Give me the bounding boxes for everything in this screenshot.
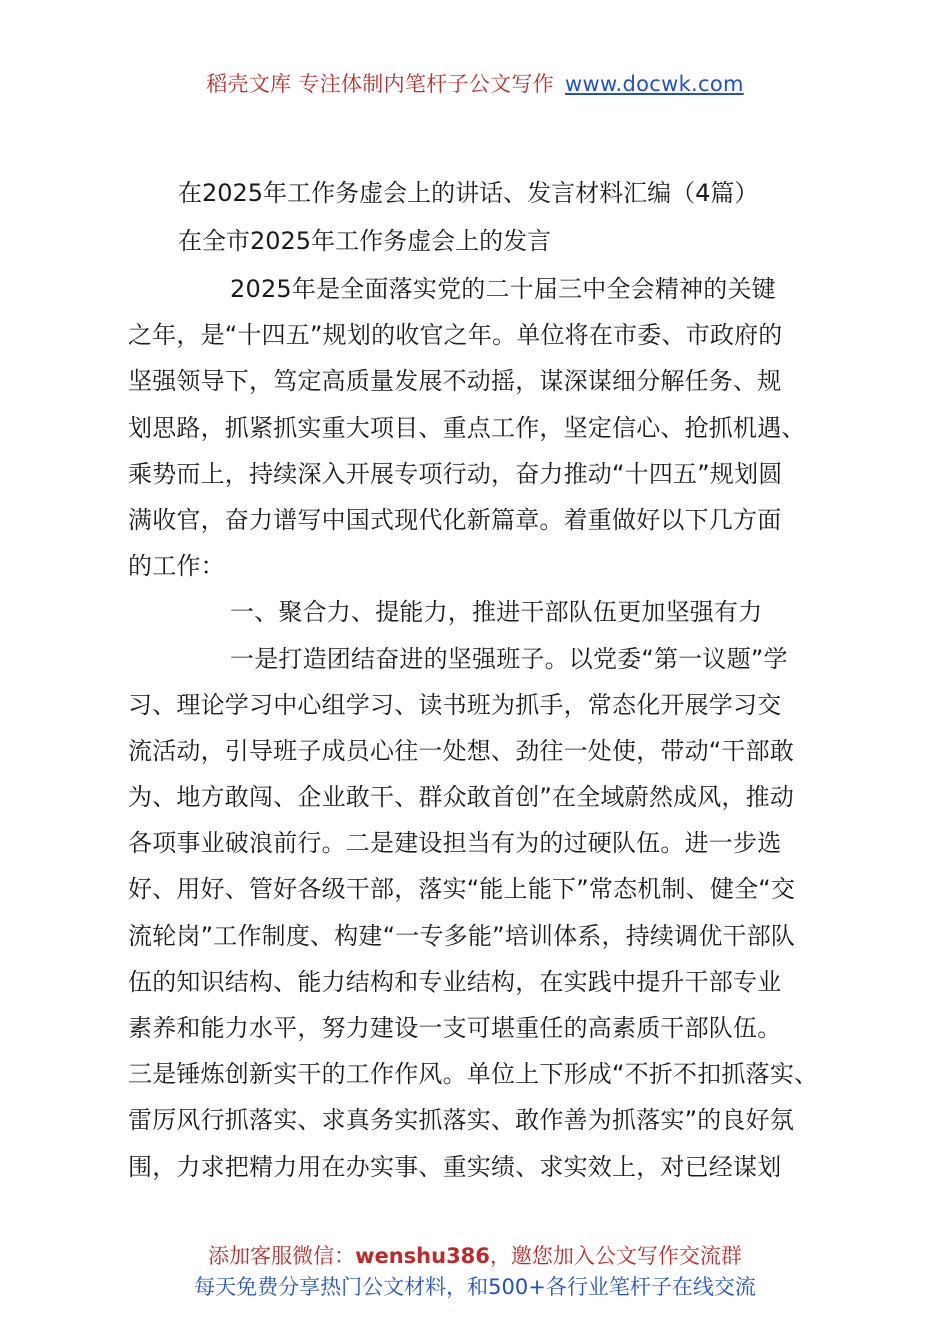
section-heading: 一、聚合力、提能力，推进干部队伍更加坚强有力 xyxy=(230,598,763,627)
footer-contact-suffix: ，邀您加入公文写作交流群 xyxy=(489,1244,742,1268)
wechat-id: wenshu386 xyxy=(355,1244,490,1268)
body-line: 的工作： xyxy=(128,552,225,581)
body-line: 划思路，抓紧抓实重大项目、重点工作，坚定信心、抢抓机遇、 xyxy=(128,413,806,442)
document-subtitle: 在全市2025年工作务虚会上的发言 xyxy=(178,227,552,255)
body-line: 乘势而上，持续深入开展专项行动，奋力推动“十四五”规划圆 xyxy=(128,459,783,488)
body-line: 2025年是全面落实党的二十届三中全会精神的关键 xyxy=(230,275,776,303)
body-line: 好、用好、管好各级干部，落实“能上能下”常态机制、健全“交 xyxy=(128,875,796,904)
body-line: 习、理论学习中心组学习、读书班为抓手，常态化开展学习交 xyxy=(128,690,782,719)
body-line: 之年，是“十四五”规划的收官之年。单位将在市委、市政府的 xyxy=(128,321,783,350)
body-line: 流轮岗”工作制度、构建“一专多能”培训体系，持续调优干部队 xyxy=(128,921,796,950)
footer-contact-prefix: 添加客服微信： xyxy=(208,1244,356,1268)
body-line: 三是锤炼创新实干的工作作风。单位上下形成“不折不扣抓落实、 xyxy=(128,1060,819,1089)
footer-contact xyxy=(0,1240,950,1270)
header-text: 稻壳文库 专注体制内笔杆子公文写作 xyxy=(206,72,555,96)
page-header xyxy=(0,68,950,98)
body-line: 坚强领导下，笃定高质量发展不动摇，谋深谋细分解任务、规 xyxy=(128,367,782,396)
body-line: 流活动，引导班子成员心往一处想、劲往一处使，带动“干部敢 xyxy=(128,736,795,765)
body-line: 素养和能力水平，努力建设一支可堪重任的高素质干部队伍。 xyxy=(128,1014,782,1042)
body-line: 雷厉风行抓落实、求真务实抓落实、敢作善为抓落实”的良好氛 xyxy=(128,1106,795,1135)
body-line: 为、地方敢闯、企业敢干、群众敢首创”在全域蔚然成风，推动 xyxy=(128,783,795,812)
body-line: 围，力求把精力用在办实事、重实绩、求实效上，对已经谋划 xyxy=(128,1152,782,1181)
body-line: 伍的知识结构、能力结构和专业结构，在实践中提升干部专业 xyxy=(128,967,782,996)
document-title: 在2025年工作务虚会上的讲话、发言材料汇编（4篇） xyxy=(178,179,759,207)
body-line: 满收官，奋力谱写中国式现代化新篇章。着重做好以下几方面 xyxy=(128,505,782,534)
body-line: 一是打造团结奋进的坚强班子。以党委“第一议题”学 xyxy=(230,644,788,673)
footer-tagline: 每天免费分享热门公文材料，和500+各行业笔杆子在线交流 xyxy=(194,1275,756,1299)
body-line: 各项事业破浪前行。二是建设担当有为的过硬队伍。进一步选 xyxy=(128,829,782,858)
document-body xyxy=(128,266,848,1190)
header-link[interactable]: www.docwk.com xyxy=(565,72,744,96)
